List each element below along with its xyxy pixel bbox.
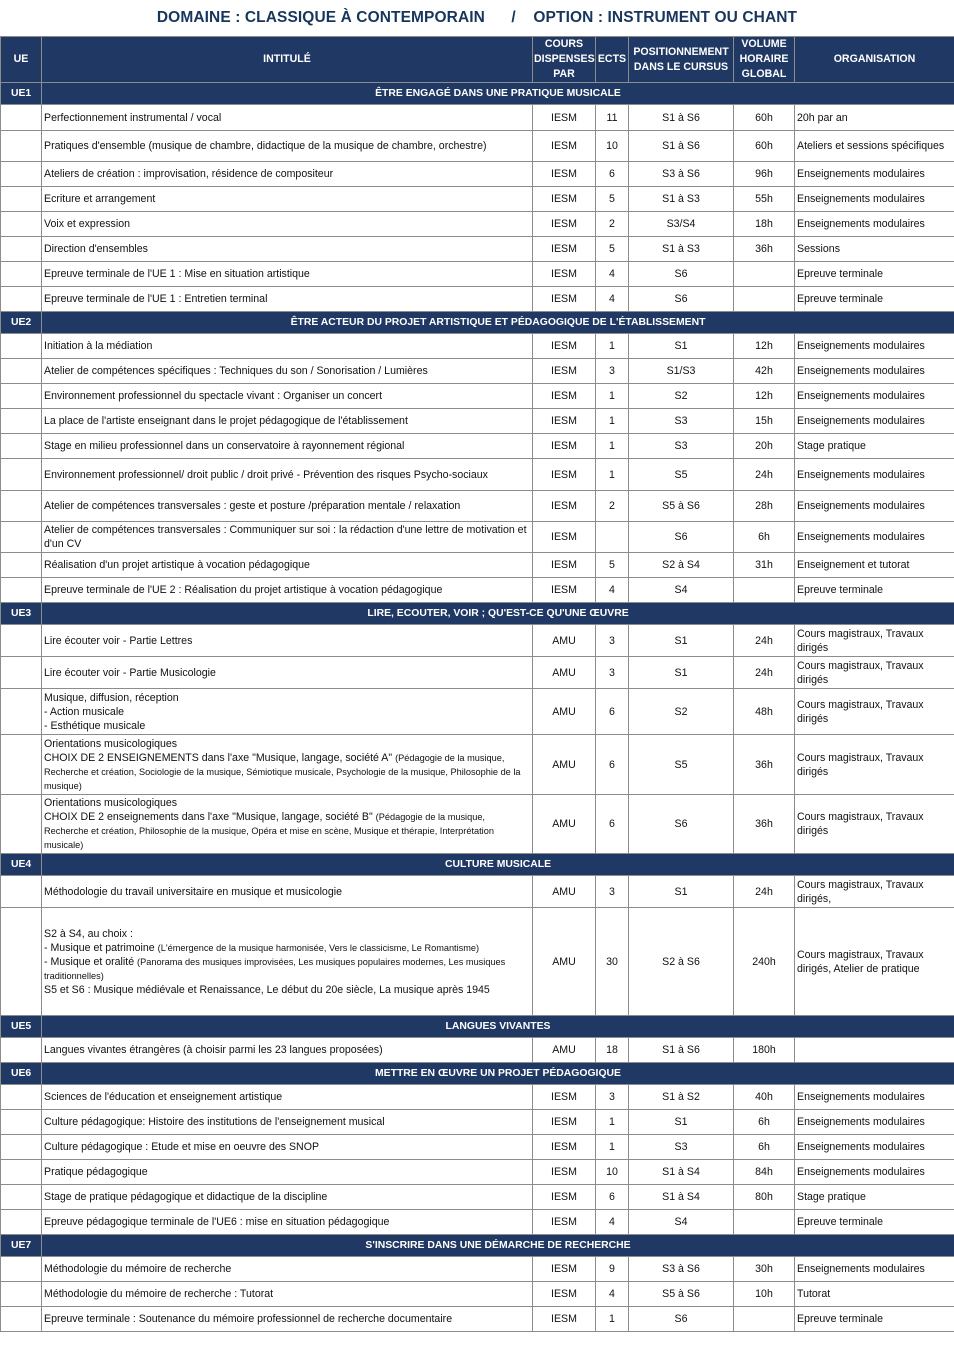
table-row xyxy=(1,1135,954,1160)
cell-pos: S6 xyxy=(629,1307,734,1332)
cell-vol: 24h xyxy=(734,459,795,491)
cell-org: Epreuve terminale xyxy=(795,1210,954,1235)
cell-org: Stage pratique xyxy=(795,434,954,459)
cell-intitule: Réalisation d'un projet artistique à vocation pédagogique xyxy=(42,553,533,578)
cell-pos: S2 à S6 xyxy=(629,908,734,1016)
cell-intitule: Orientations musicologiques CHOIX DE 2 ENSEIGNEMENTS dans l'axe "Musique, langage, société A" (Pédagogie de la musique, Recherche et création, Sociologie de la musique, Sémiotique musicale, Psychologie de la musique, Philosophie de la musique) xyxy=(42,735,533,795)
cell-ects: 3 xyxy=(596,1085,629,1110)
cell-pos: S1 à S3 xyxy=(629,237,734,262)
cell-pos: S3 xyxy=(629,434,734,459)
cell-cours: IESM xyxy=(533,187,596,212)
cell-intitule: Perfectionnement instrumental / vocal xyxy=(42,105,533,131)
cell-intitule: Epreuve terminale de l'UE 1 : Mise en situation artistique xyxy=(42,262,533,287)
col-header-positionnement: POSITIONNEMENT DANS LE CURSUS xyxy=(629,37,734,83)
section-header-ue5 xyxy=(1,1016,954,1038)
table-row xyxy=(1,434,954,459)
cell-cours: IESM xyxy=(533,334,596,359)
cell-org: Enseignements modulaires xyxy=(795,212,954,237)
cell-pos: S5 à S6 xyxy=(629,1282,734,1307)
table-row xyxy=(1,1185,954,1210)
cell-vol xyxy=(734,1307,795,1332)
cell-pos: S1 à S4 xyxy=(629,1160,734,1185)
cell-org: Enseignements modulaires xyxy=(795,459,954,491)
cell-org: Cours magistraux, Travaux dirigés xyxy=(795,795,954,854)
cell-vol: 12h xyxy=(734,334,795,359)
cell-vol: 96h xyxy=(734,162,795,187)
cell-vol: 12h xyxy=(734,384,795,409)
section-code: UE6 xyxy=(1,1063,42,1085)
section-title: ÊTRE ENGAGÉ DANS UNE PRATIQUE MUSICALE xyxy=(42,83,954,105)
table-row xyxy=(1,908,954,1016)
cell-org: Epreuve terminale xyxy=(795,262,954,287)
cell-vol xyxy=(734,287,795,312)
cell-intitule: Epreuve terminale de l'UE 1 : Entretien terminal xyxy=(42,287,533,312)
cell-org: Cours magistraux, Travaux dirigés xyxy=(795,657,954,689)
cell-org: Ateliers et sessions spécifiques xyxy=(795,131,954,162)
cell-cours: IESM xyxy=(533,359,596,384)
cell-vol: 60h xyxy=(734,105,795,131)
cell-pos: S1 xyxy=(629,657,734,689)
cell-intitule: Culture pédagogique : Etude et mise en oeuvre des SNOP xyxy=(42,1135,533,1160)
cell-vol xyxy=(734,1210,795,1235)
table-row xyxy=(1,1210,954,1235)
cell-ects: 3 xyxy=(596,876,629,908)
cell-vol: 55h xyxy=(734,187,795,212)
cell-intitule: Epreuve pédagogique terminale de l'UE6 : mise en situation pédagogique xyxy=(42,1210,533,1235)
table-row xyxy=(1,1282,954,1307)
cell-cours: IESM xyxy=(533,491,596,522)
table-row xyxy=(1,491,954,522)
cell-org: Epreuve terminale xyxy=(795,287,954,312)
cell-vol: 6h xyxy=(734,1135,795,1160)
cell-cours: IESM xyxy=(533,287,596,312)
section-code: UE7 xyxy=(1,1235,42,1257)
table-row xyxy=(1,689,954,735)
table-row xyxy=(1,459,954,491)
cell-cours: IESM xyxy=(533,1210,596,1235)
cell-intitule: Atelier de compétences transversales : geste et posture /préparation mentale / relaxation xyxy=(42,491,533,522)
section-code: UE2 xyxy=(1,312,42,334)
col-header-cours: COURS DISPENSES PAR xyxy=(533,37,596,83)
col-header-volume: VOLUME HORAIRE GLOBAL xyxy=(734,37,795,83)
cell-org: Enseignements modulaires xyxy=(795,522,954,553)
cell-vol: 30h xyxy=(734,1257,795,1282)
cell-cours: IESM xyxy=(533,1307,596,1332)
curriculum-table xyxy=(0,36,954,1332)
section-code: UE5 xyxy=(1,1016,42,1038)
cell-org: Epreuve terminale xyxy=(795,578,954,603)
cell-vol xyxy=(734,578,795,603)
section-header-ue3 xyxy=(1,603,954,625)
cell-org: Enseignement et tutorat xyxy=(795,553,954,578)
section-header-ue6 xyxy=(1,1063,954,1085)
cell-vol: 24h xyxy=(734,625,795,657)
cell-org: Enseignements modulaires xyxy=(795,1135,954,1160)
table-row xyxy=(1,1085,954,1110)
cell-org: Enseignements modulaires xyxy=(795,409,954,434)
cell-pos: S3 à S6 xyxy=(629,1257,734,1282)
cell-ects: 1 xyxy=(596,384,629,409)
cell-cours: AMU xyxy=(533,908,596,1016)
cell-intitule: Atelier de compétences transversales : Communiquer sur soi : la rédaction d'une lettre de motivation et d'un CV xyxy=(42,522,533,553)
cell-pos: S6 xyxy=(629,522,734,553)
cell-intitule: Epreuve terminale : Soutenance du mémoire professionnel de recherche documentaire xyxy=(42,1307,533,1332)
section-code: UE4 xyxy=(1,854,42,876)
cell-vol: 180h xyxy=(734,1038,795,1063)
table-row xyxy=(1,1110,954,1135)
cell-intitule: Musique, diffusion, réception - Action musicale - Esthétique musicale xyxy=(42,689,533,735)
cell-ects: 2 xyxy=(596,212,629,237)
cell-cours: IESM xyxy=(533,105,596,131)
cell-pos: S2 xyxy=(629,689,734,735)
cell-cours: AMU xyxy=(533,689,596,735)
cell-intitule: La place de l'artiste enseignant dans le projet pédagogique de l'établissement xyxy=(42,409,533,434)
cell-pos: S5 à S6 xyxy=(629,491,734,522)
cell-intitule: Orientations musicologiques CHOIX DE 2 enseignements dans l'axe "Musique, langage, société B" (Pédagogie de la musique, Recherche et création, Philosophie de la musique, Opéra et mise en scène, Musique et thérapie, Interprétation musicale) xyxy=(42,795,533,854)
table-row xyxy=(1,1307,954,1332)
cell-ects: 1 xyxy=(596,409,629,434)
cell-intitule: Atelier de compétences spécifiques : Techniques du son / Sonorisation / Lumières xyxy=(42,359,533,384)
table-row xyxy=(1,876,954,908)
cell-ects: 4 xyxy=(596,578,629,603)
cell-ects: 6 xyxy=(596,689,629,735)
cell-pos: S1 xyxy=(629,625,734,657)
cell-cours: IESM xyxy=(533,434,596,459)
cell-vol: 10h xyxy=(734,1282,795,1307)
cell-ects: 11 xyxy=(596,105,629,131)
cell-intitule: Initiation à la médiation xyxy=(42,334,533,359)
cell-pos: S5 xyxy=(629,735,734,795)
cell-pos: S3/S4 xyxy=(629,212,734,237)
cell-vol: 20h xyxy=(734,434,795,459)
cell-vol: 24h xyxy=(734,876,795,908)
cell-intitule: Stage de pratique pédagogique et didactique de la discipline xyxy=(42,1185,533,1210)
col-header-ects: ECTS xyxy=(596,37,629,83)
cell-ects: 3 xyxy=(596,657,629,689)
section-title: LANGUES VIVANTES xyxy=(42,1016,954,1038)
table-row xyxy=(1,187,954,212)
cell-ects: 6 xyxy=(596,735,629,795)
cell-intitule: Sciences de l'éducation et enseignement artistique xyxy=(42,1085,533,1110)
section-title: LIRE, ECOUTER, VOIR ; QU'EST-CE QU'UNE ŒUVRE xyxy=(42,603,954,625)
cell-cours: IESM xyxy=(533,384,596,409)
cell-cours: AMU xyxy=(533,1038,596,1063)
cell-cours: IESM xyxy=(533,459,596,491)
cell-pos: S4 xyxy=(629,578,734,603)
table-row xyxy=(1,795,954,854)
cell-vol: 40h xyxy=(734,1085,795,1110)
cell-org: Enseignements modulaires xyxy=(795,1160,954,1185)
cell-ects: 4 xyxy=(596,1210,629,1235)
cell-cours: IESM xyxy=(533,1085,596,1110)
cell-intitule: Langues vivantes étrangères (à choisir parmi les 23 langues proposées) xyxy=(42,1038,533,1063)
col-header-organisation: ORGANISATION xyxy=(795,37,954,83)
cell-vol: 80h xyxy=(734,1185,795,1210)
cell-pos: S1 à S2 xyxy=(629,1085,734,1110)
cell-pos: S2 xyxy=(629,384,734,409)
cell-org: Enseignements modulaires xyxy=(795,491,954,522)
cell-cours: AMU xyxy=(533,795,596,854)
table-row xyxy=(1,657,954,689)
cell-cours: IESM xyxy=(533,1160,596,1185)
table-row xyxy=(1,162,954,187)
table-row xyxy=(1,287,954,312)
cell-vol: 36h xyxy=(734,795,795,854)
cell-intitule: Environnement professionnel du spectacle vivant : Organiser un concert xyxy=(42,384,533,409)
cell-pos: S6 xyxy=(629,262,734,287)
cell-intitule: Direction d'ensembles xyxy=(42,237,533,262)
cell-org: Enseignements modulaires xyxy=(795,334,954,359)
cell-org: Cours magistraux, Travaux dirigés xyxy=(795,625,954,657)
cell-ects: 9 xyxy=(596,1257,629,1282)
cell-cours: IESM xyxy=(533,1257,596,1282)
cell-cours: AMU xyxy=(533,625,596,657)
cell-intitule: S2 à S4, au choix : - Musique et patrimoine (L'émergence de la musique harmonisée, Vers le classicisme, Le Romantisme) - Musique et oralité (Panorama des musiques improvisées, Les musiques populaires modernes, Les musiques traditionnelles) S5 et S6 : Musique médiévale et Renaissance, Le début du 20e siècle, La musique après 1945 xyxy=(42,908,533,1016)
cell-ects: 1 xyxy=(596,1307,629,1332)
table-row xyxy=(1,131,954,162)
cell-cours: AMU xyxy=(533,735,596,795)
cell-intitule: Lire écouter voir - Partie Lettres xyxy=(42,625,533,657)
table-row xyxy=(1,1257,954,1282)
cell-pos: S2 à S4 xyxy=(629,553,734,578)
cell-ects: 3 xyxy=(596,359,629,384)
cell-org: Cours magistraux, Travaux dirigés xyxy=(795,735,954,795)
cell-pos: S1 à S6 xyxy=(629,105,734,131)
section-header-ue1 xyxy=(1,83,954,105)
section-title: ÊTRE ACTEUR DU PROJET ARTISTIQUE ET PÉDAGOGIQUE DE L'ÉTABLISSEMENT xyxy=(42,312,954,334)
table-row xyxy=(1,384,954,409)
cell-cours: IESM xyxy=(533,1185,596,1210)
table-row xyxy=(1,578,954,603)
cell-pos: S1 à S6 xyxy=(629,1038,734,1063)
cell-org: Enseignements modulaires xyxy=(795,1085,954,1110)
cell-ects: 5 xyxy=(596,187,629,212)
cell-vol: 24h xyxy=(734,657,795,689)
cell-vol: 42h xyxy=(734,359,795,384)
cell-pos: S1 à S3 xyxy=(629,187,734,212)
page-title: DOMAINE : CLASSIQUE À CONTEMPORAIN / OPTION : INSTRUMENT OU CHANT xyxy=(156,9,798,26)
cell-cours: IESM xyxy=(533,212,596,237)
section-code: UE1 xyxy=(1,83,42,105)
cell-cours: IESM xyxy=(533,578,596,603)
cell-ects xyxy=(596,522,629,553)
table-row xyxy=(1,105,954,131)
section-code: UE3 xyxy=(1,603,42,625)
cell-cours: IESM xyxy=(533,409,596,434)
cell-cours: AMU xyxy=(533,657,596,689)
cell-ects: 1 xyxy=(596,1135,629,1160)
cell-ects: 1 xyxy=(596,459,629,491)
cell-ects: 10 xyxy=(596,1160,629,1185)
cell-cours: IESM xyxy=(533,162,596,187)
table-header-row xyxy=(1,37,954,83)
cell-intitule: Culture pédagogique: Histoire des institutions de l'enseignement musical xyxy=(42,1110,533,1135)
cell-cours: IESM xyxy=(533,553,596,578)
cell-ects: 1 xyxy=(596,1110,629,1135)
table-row xyxy=(1,359,954,384)
cell-pos: S1 xyxy=(629,334,734,359)
cell-cours: IESM xyxy=(533,262,596,287)
cell-cours: AMU xyxy=(533,876,596,908)
cell-pos: S5 xyxy=(629,459,734,491)
cell-cours: IESM xyxy=(533,1282,596,1307)
table-row xyxy=(1,409,954,434)
cell-org: Stage pratique xyxy=(795,1185,954,1210)
cell-pos: S1 à S6 xyxy=(629,131,734,162)
cell-ects: 2 xyxy=(596,491,629,522)
cell-ects: 1 xyxy=(596,434,629,459)
cell-org: Enseignements modulaires xyxy=(795,1257,954,1282)
cell-vol xyxy=(734,262,795,287)
cell-cours: IESM xyxy=(533,522,596,553)
cell-ects: 6 xyxy=(596,795,629,854)
cell-intitule: Méthodologie du mémoire de recherche : Tutorat xyxy=(42,1282,533,1307)
section-header-ue7 xyxy=(1,1235,954,1257)
cell-intitule: Voix et expression xyxy=(42,212,533,237)
section-title: S'INSCRIRE DANS UNE DÉMARCHE DE RECHERCHE xyxy=(42,1235,954,1257)
cell-intitule: Pratique pédagogique xyxy=(42,1160,533,1185)
cell-org: Sessions xyxy=(795,237,954,262)
cell-ects: 6 xyxy=(596,162,629,187)
cell-vol: 36h xyxy=(734,735,795,795)
cell-intitule: Epreuve terminale de l'UE 2 : Réalisation du projet artistique à vocation pédagogique xyxy=(42,578,533,603)
cell-org: Epreuve terminale xyxy=(795,1307,954,1332)
cell-vol: 31h xyxy=(734,553,795,578)
cell-intitule: Ecriture et arrangement xyxy=(42,187,533,212)
table-row xyxy=(1,334,954,359)
cell-vol: 84h xyxy=(734,1160,795,1185)
cell-pos: S1/S3 xyxy=(629,359,734,384)
section-header-ue2 xyxy=(1,312,954,334)
cell-vol: 60h xyxy=(734,131,795,162)
cell-org: Tutorat xyxy=(795,1282,954,1307)
cell-vol: 28h xyxy=(734,491,795,522)
cell-cours: IESM xyxy=(533,131,596,162)
cell-vol: 240h xyxy=(734,908,795,1016)
cell-org: Enseignements modulaires xyxy=(795,359,954,384)
cell-intitule: Ateliers de création : improvisation, résidence de compositeur xyxy=(42,162,533,187)
cell-cours: IESM xyxy=(533,1110,596,1135)
cell-pos: S3 xyxy=(629,1135,734,1160)
table-row xyxy=(1,553,954,578)
table-row xyxy=(1,262,954,287)
section-header-ue4 xyxy=(1,854,954,876)
cell-pos: S3 à S6 xyxy=(629,162,734,187)
table-row xyxy=(1,735,954,795)
cell-ects: 18 xyxy=(596,1038,629,1063)
cell-ects: 5 xyxy=(596,237,629,262)
cell-intitule: Lire écouter voir - Partie Musicologie xyxy=(42,657,533,689)
cell-pos: S3 xyxy=(629,409,734,434)
cell-ects: 3 xyxy=(596,625,629,657)
table-row xyxy=(1,212,954,237)
col-header-ue: UE xyxy=(1,37,42,83)
cell-intitule: Méthodologie du travail universitaire en musique et musicologie xyxy=(42,876,533,908)
cell-pos: S1 xyxy=(629,876,734,908)
cell-ects: 30 xyxy=(596,908,629,1016)
cell-org: Enseignements modulaires xyxy=(795,162,954,187)
cell-vol: 6h xyxy=(734,1110,795,1135)
cell-org: Enseignements modulaires xyxy=(795,187,954,212)
cell-vol: 15h xyxy=(734,409,795,434)
cell-vol: 48h xyxy=(734,689,795,735)
cell-org: Enseignements modulaires xyxy=(795,384,954,409)
table-row xyxy=(1,625,954,657)
cell-ects: 6 xyxy=(596,1185,629,1210)
cell-intitule: Méthodologie du mémoire de recherche xyxy=(42,1257,533,1282)
cell-vol: 36h xyxy=(734,237,795,262)
cell-intitule: Pratiques d'ensemble (musique de chambre, didactique de la musique de chambre, orchestre) xyxy=(42,131,533,162)
cell-intitule: Stage en milieu professionnel dans un conservatoire à rayonnement régional xyxy=(42,434,533,459)
cell-org: Cours magistraux, Travaux dirigés xyxy=(795,689,954,735)
cell-vol: 6h xyxy=(734,522,795,553)
cell-pos: S6 xyxy=(629,795,734,854)
section-title: CULTURE MUSICALE xyxy=(42,854,954,876)
table-row xyxy=(1,522,954,553)
cell-intitule: Environnement professionnel/ droit public / droit privé - Prévention des risques Psycho-sociaux xyxy=(42,459,533,491)
cell-org: Cours magistraux, Travaux dirigés, Atelier de pratique xyxy=(795,908,954,1016)
section-title: METTRE EN ŒUVRE UN PROJET PÉDAGOGIQUE xyxy=(42,1063,954,1085)
cell-ects: 1 xyxy=(596,334,629,359)
cell-pos: S1 xyxy=(629,1110,734,1135)
cell-cours: IESM xyxy=(533,237,596,262)
cell-pos: S6 xyxy=(629,287,734,312)
cell-cours: IESM xyxy=(533,1135,596,1160)
cell-pos: S1 à S4 xyxy=(629,1185,734,1210)
cell-org xyxy=(795,1038,954,1063)
col-header-intitule: INTITULÉ xyxy=(42,37,533,83)
cell-ects: 5 xyxy=(596,553,629,578)
cell-vol: 18h xyxy=(734,212,795,237)
cell-org: Enseignements modulaires xyxy=(795,1110,954,1135)
cell-org: 20h par an xyxy=(795,105,954,131)
table-row xyxy=(1,237,954,262)
cell-ects: 4 xyxy=(596,287,629,312)
cell-org: Cours magistraux, Travaux dirigés, xyxy=(795,876,954,908)
cell-ects: 4 xyxy=(596,262,629,287)
table-row xyxy=(1,1160,954,1185)
table-row xyxy=(1,1038,954,1063)
cell-pos: S4 xyxy=(629,1210,734,1235)
cell-ects: 4 xyxy=(596,1282,629,1307)
cell-ects: 10 xyxy=(596,131,629,162)
